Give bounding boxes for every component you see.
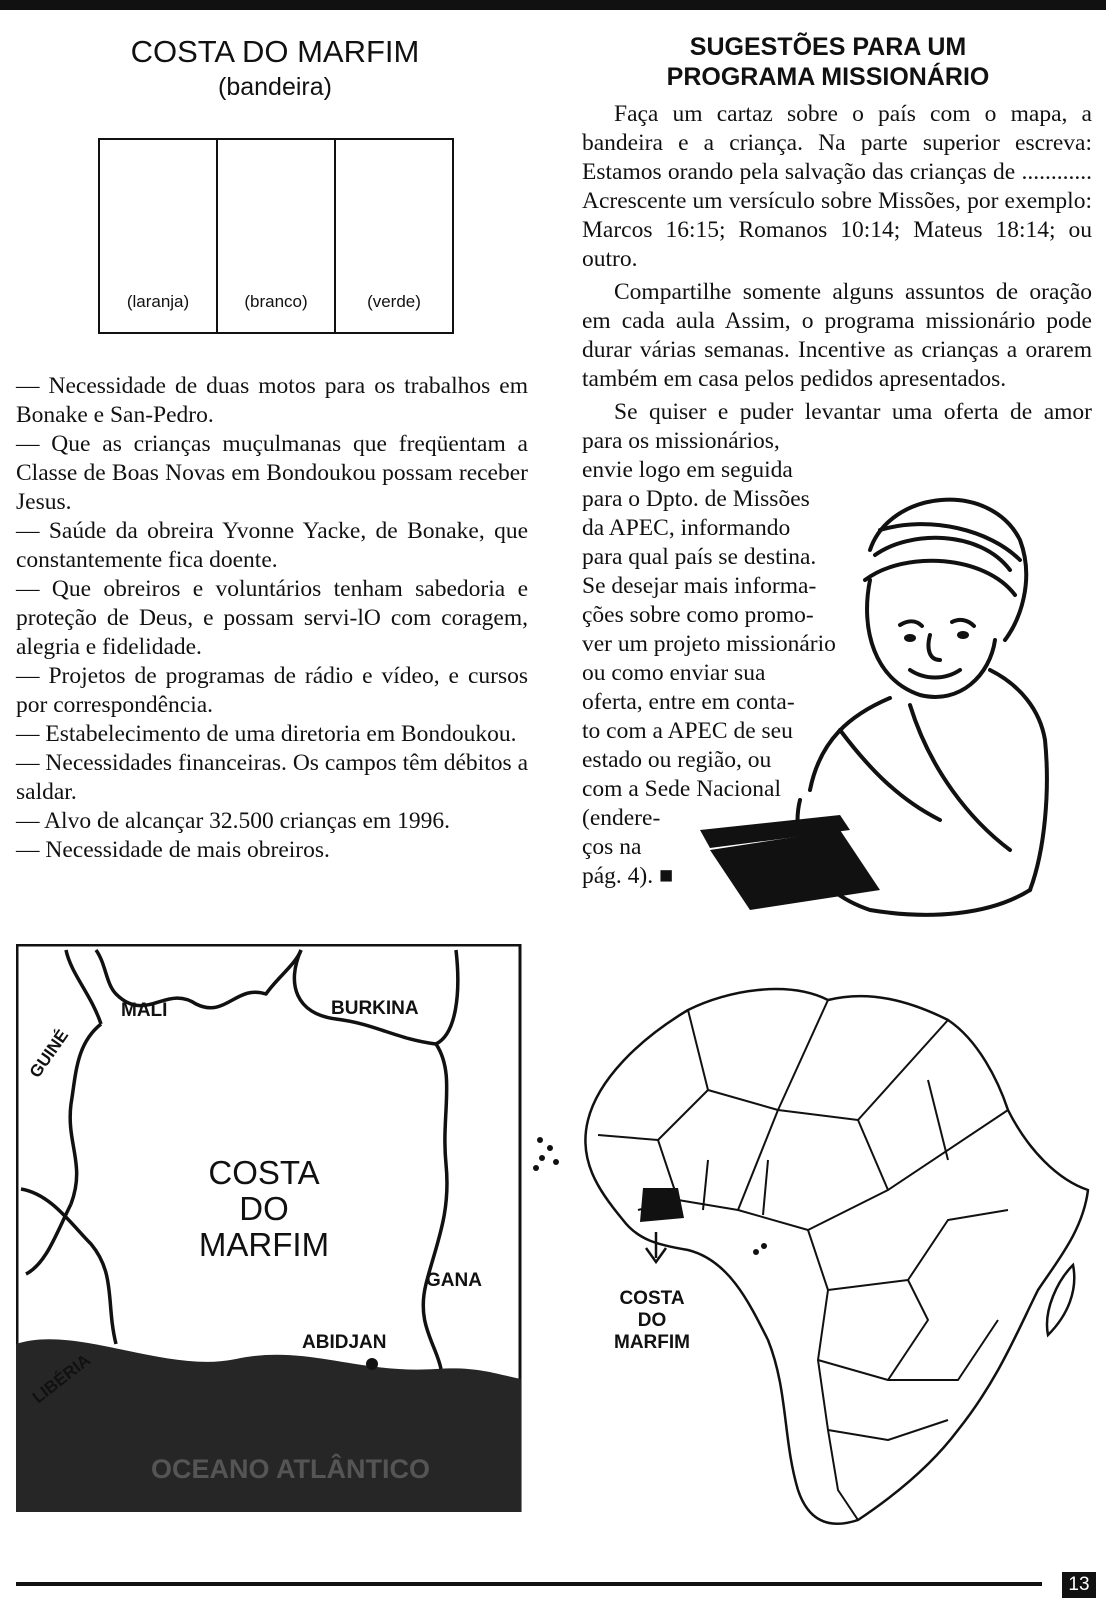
africa-map-label-line: MARFIM	[614, 1332, 690, 1353]
map-label-country-line: MARFIM	[198, 1226, 330, 1263]
narrow-line: ções sobre como promo-	[582, 602, 814, 628]
suggestion-paragraph: Faça um cartaz sobre o país com o mapa, a bandeira e a criança. Na parte superior escreva: Estamos orando pela salvação das crianças de ............ Acrescente um versículo sobre Missões, por exemplo: Marcos 16:15; Romanos 10:14; Mateus 18:14; ou outro.	[582, 101, 1092, 272]
prayer-item: — Estabelecimento de uma diretoria em Bondoukou.	[16, 721, 517, 747]
narrow-line: to com a APEC de seu	[582, 718, 793, 744]
map-label-country-line: DO	[239, 1190, 289, 1227]
map-label-ocean: OCEANO ATLÂNTICO	[151, 1454, 430, 1484]
prayer-item: — Que obreiros e voluntários tenham sabedoria e proteção de Deus, e possam servi-lO com coragem, alegria e fidelidade.	[16, 576, 528, 660]
page-number: 13	[1062, 1572, 1096, 1598]
stripe-label: (branco)	[244, 292, 308, 311]
narrow-line: ços na	[582, 834, 642, 860]
child-illustration	[690, 470, 1070, 920]
map-label-guine: GUINÉ	[25, 1026, 73, 1082]
prayer-item: — Que as crianças muçulmanas que freqüentam a Classe de Boas Novas em Bondoukou possam receber Jesus.	[16, 431, 528, 515]
suggestions-title-line: SUGESTÕES PARA UM	[689, 33, 967, 61]
map-label-mali: MALI	[121, 1000, 168, 1021]
flag-outline	[98, 138, 454, 334]
prayer-item: — Alvo de alcançar 32.500 crianças em 1996.	[16, 808, 450, 834]
flag-stripe-white	[218, 140, 336, 332]
narrow-line: envie logo em seguida	[582, 457, 793, 483]
africa-map-label-line: DO	[637, 1310, 667, 1331]
narrow-line: pág. 4). ■	[582, 863, 674, 889]
narrow-line: ver um projeto missionário	[582, 631, 836, 657]
flag-stripe-orange	[100, 140, 218, 332]
prayer-item: — Necessidades financeiras. Os campos têm débitos a saldar.	[16, 750, 528, 805]
narrow-line: para qual país se destina.	[582, 544, 817, 570]
suggestions-title-line: PROGRAMA MISSIONÁRIO	[666, 63, 990, 91]
narrow-line: Se desejar mais informa-	[582, 573, 817, 599]
africa-map	[528, 960, 1106, 1550]
narrow-line: da APEC, informando	[582, 515, 791, 541]
map-label-liberia: LIBÉRIA	[28, 1350, 95, 1408]
narrow-line: com a Sede Nacional	[582, 776, 782, 802]
africa-map-label-line: COSTA	[619, 1288, 685, 1309]
suggestion-paragraph: Se quiser e puder levantar uma oferta de amor para os missionários,	[582, 399, 1092, 454]
stripe-label: (verde)	[367, 292, 421, 311]
suggestions-title	[570, 32, 1086, 92]
map-label-gana: GANA	[426, 1270, 482, 1291]
flag-title: COSTA DO MARFIM	[130, 34, 420, 69]
map-label-country-line: COSTA	[208, 1154, 320, 1191]
top-rule	[0, 0, 1106, 10]
bottom-rule	[16, 1582, 1042, 1586]
country-map	[16, 944, 522, 1512]
flag-subtitle: (bandeira)	[218, 73, 332, 101]
country-map-svg	[16, 944, 522, 1512]
map-label-abidjan: ABIDJAN	[302, 1332, 387, 1353]
narrow-line: para o Dpto. de Missões	[582, 486, 810, 512]
narrow-line: (endere-	[582, 805, 661, 831]
flag-stripe-green	[336, 140, 452, 332]
map-label-burkina: BURKINA	[331, 998, 419, 1019]
africa-map-svg	[528, 960, 1106, 1550]
narrow-line: oferta, entre em conta-	[582, 689, 795, 715]
narrow-line: estado ou região, ou	[582, 747, 772, 773]
stripe-label: (laranja)	[126, 292, 190, 311]
prayer-item: — Saúde da obreira Yvonne Yacke, de Bonake, que constantemente fica doente.	[16, 518, 528, 573]
prayer-list	[16, 372, 528, 865]
prayer-item: — Necessidade de duas motos para os trabalhos em Bonake e San-Pedro.	[16, 373, 528, 428]
narrow-line: ou como enviar sua	[582, 660, 766, 686]
prayer-item: — Projetos de programas de rádio e vídeo, e cursos por correspondência.	[16, 663, 528, 718]
suggestion-paragraph: Compartilhe somente alguns assuntos de oração em cada aula Assim, o programa missionário pode durar várias semanas. Incentive as crianças a orarem também em casa pelos pedidos apresentados.	[582, 279, 1092, 392]
prayer-item: — Necessidade de mais obreiros.	[16, 837, 330, 863]
